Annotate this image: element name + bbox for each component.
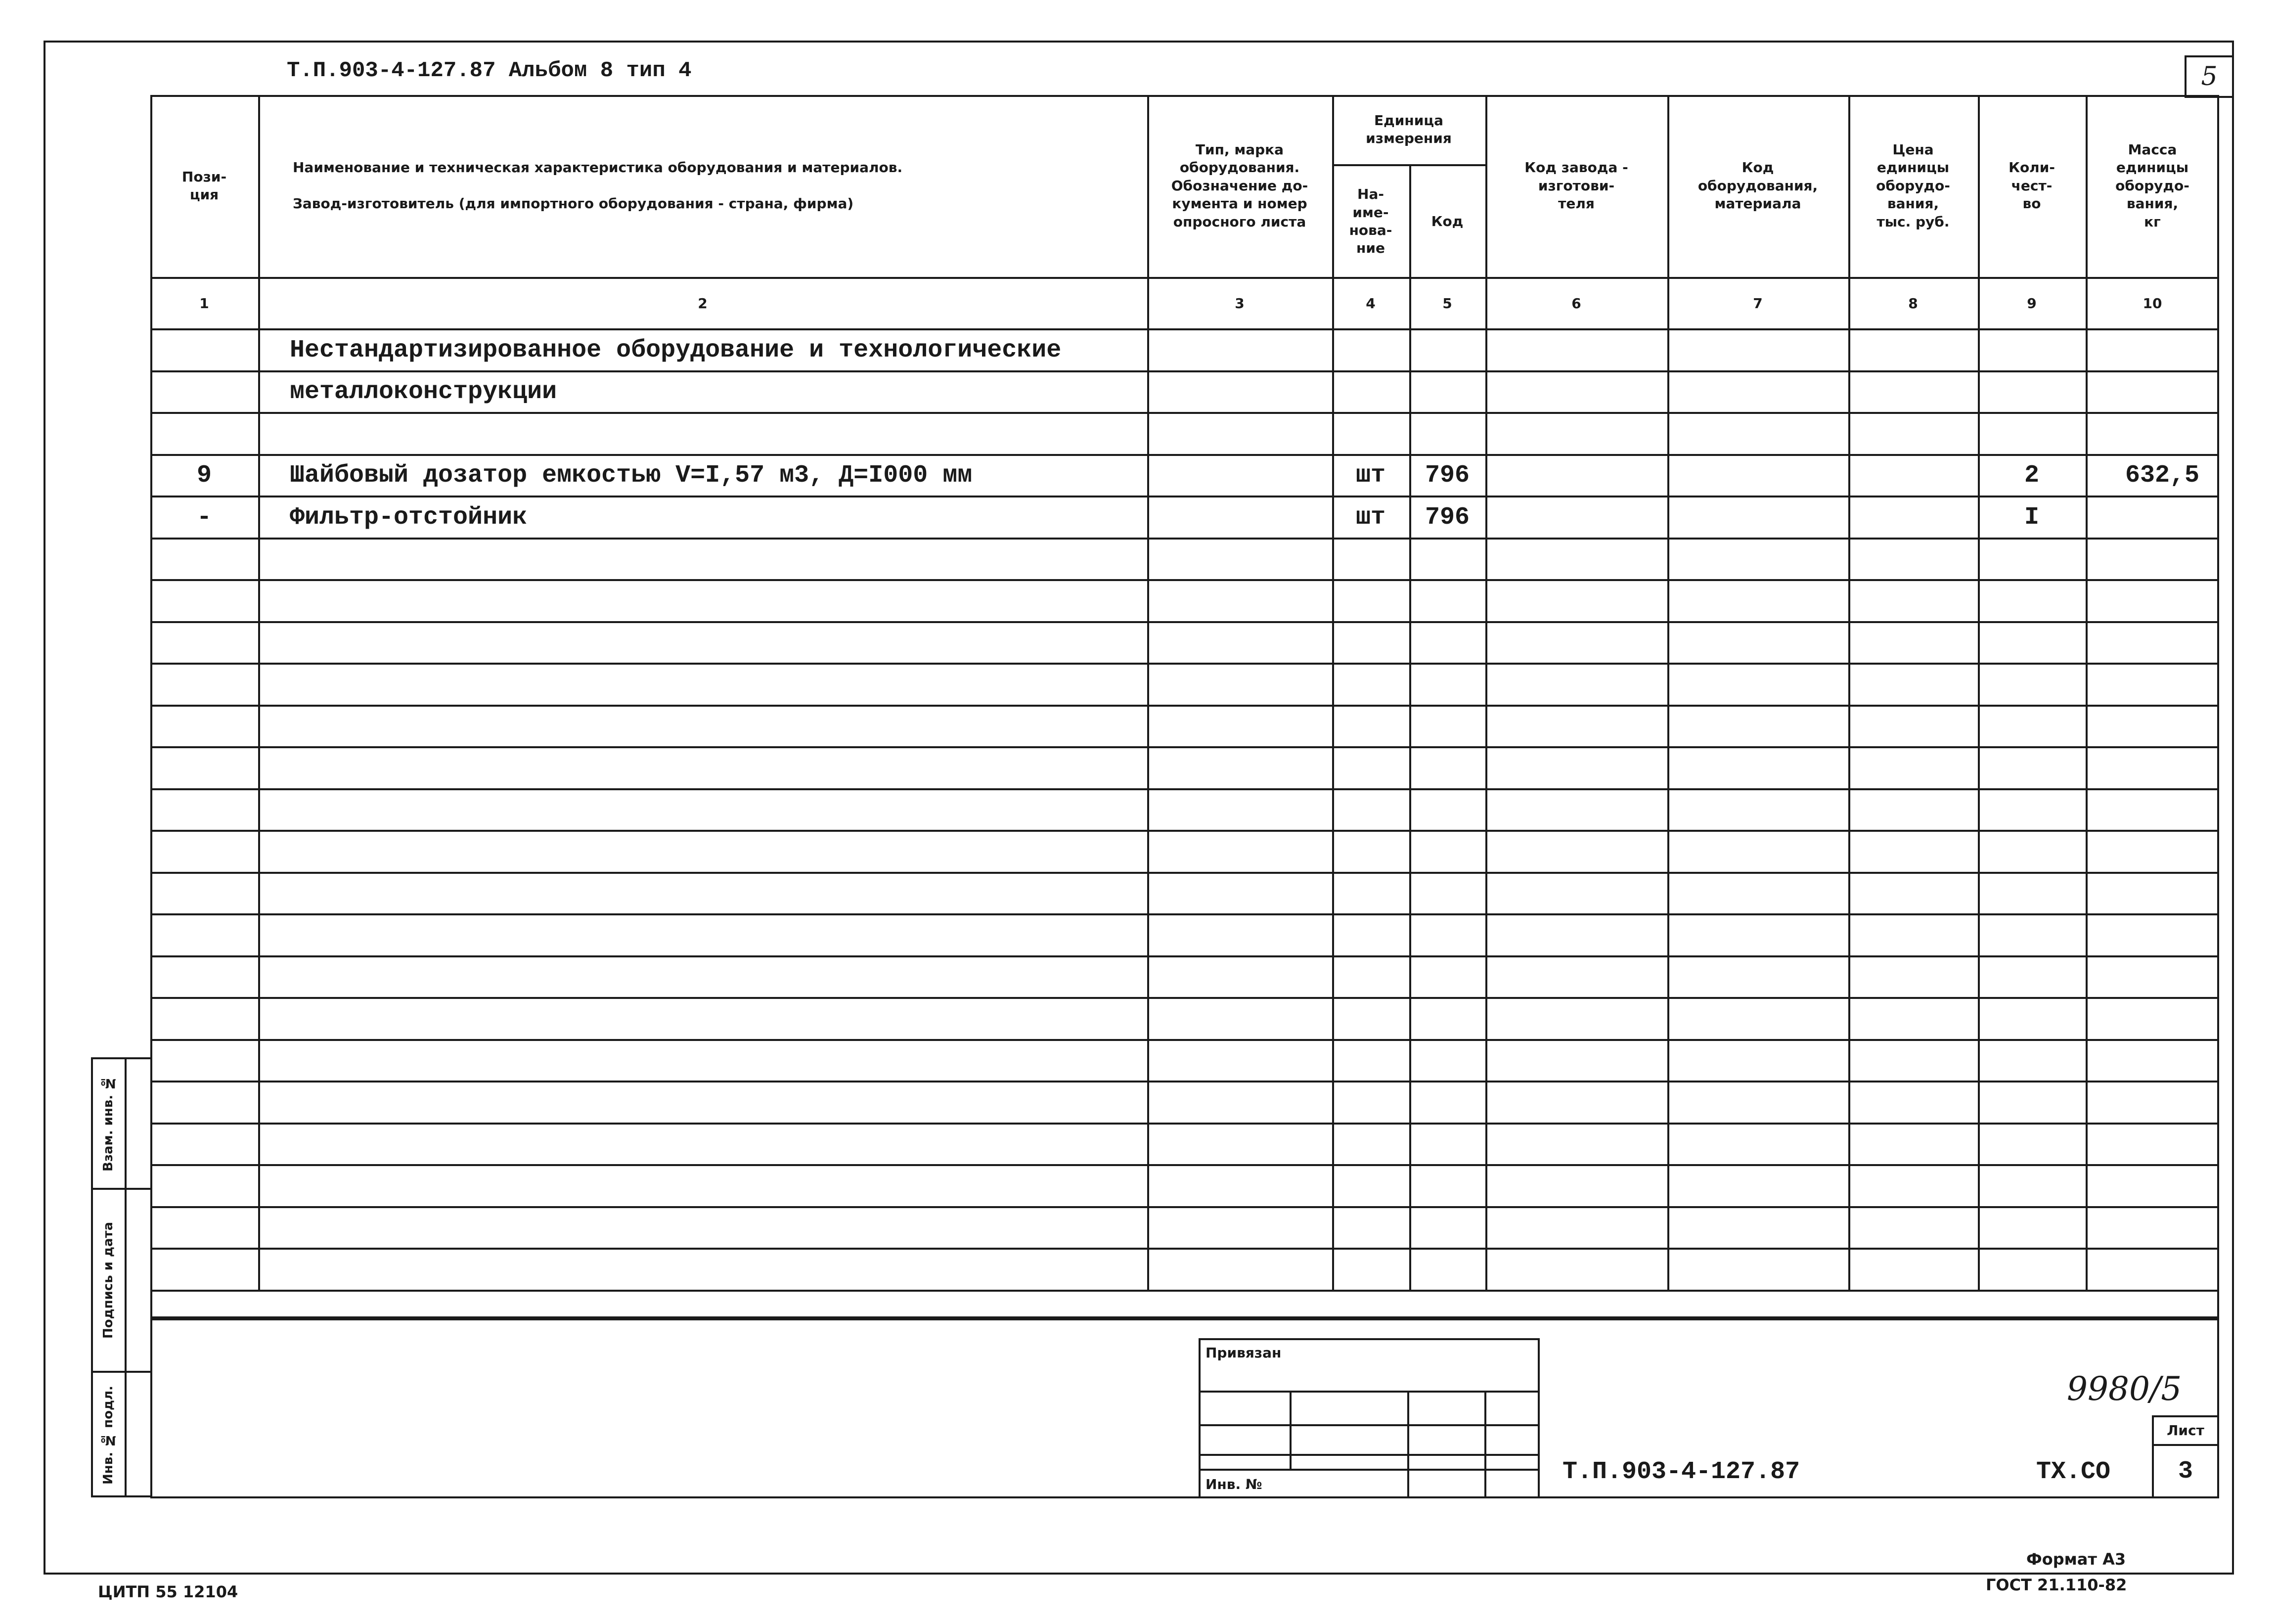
column-number-7: 7 (1753, 295, 1763, 312)
cell-mass (2086, 414, 2219, 454)
cell-pos: 9 (196, 461, 212, 490)
column-number-2: 2 (698, 295, 708, 312)
column-header-4: На- име- нова- ние (1349, 186, 1392, 257)
attached-box (1199, 1338, 1540, 1498)
column-number-8: 8 (1908, 295, 1918, 312)
cell-name: металлоконструкции (290, 378, 557, 406)
format-label: Формат А3 (2026, 1550, 2126, 1569)
column-header-10: Масса единицы оборудо- вания, кг (2115, 141, 2189, 230)
cell-equip_code (1667, 456, 1848, 496)
cell-price (1848, 456, 1978, 496)
doc-code: Т.П.903-4-127.87 (1563, 1458, 1800, 1486)
cell-unit (1332, 414, 1409, 454)
cell-equip_code (1667, 414, 1848, 454)
cell-mass (2086, 330, 2219, 370)
header-title: Т.П.903-4-127.87 Альбом 8 тип 4 (287, 58, 692, 83)
cell-qty (1978, 372, 2086, 412)
cell-qty: 2 (2024, 461, 2039, 490)
cell-price (1848, 372, 1978, 412)
replaced-inv-label: Взам. инв. № (101, 1075, 116, 1172)
cell-equip_code (1667, 330, 1848, 370)
column-number-6: 6 (1571, 295, 1581, 312)
column-header-6: Код завода - изготови- теля (1524, 159, 1628, 212)
footer-left-code: ЦИТП 55 12104 (98, 1582, 238, 1601)
cell-price (1848, 330, 1978, 370)
column-header-9: Коли- чест- во (2009, 159, 2055, 212)
cell-unit (1332, 372, 1409, 412)
cell-name: Шайбовый дозатор емкостью V=I,57 м3, Д=I000 мм (290, 461, 973, 490)
column-number-3: 3 (1235, 295, 1245, 312)
column-number-9: 9 (2027, 295, 2037, 312)
cell-unit: шт (1355, 503, 1385, 532)
cell-factory (1485, 456, 1667, 496)
sheet-value: 3 (2178, 1457, 2193, 1486)
cell-name (258, 414, 1147, 454)
cell-code: 796 (1425, 461, 1470, 490)
cell-price (1848, 497, 1978, 538)
cell-mass (2086, 497, 2219, 538)
column-header-8: Цена единицы оборудо- вания, тыс. руб. (1876, 141, 1950, 230)
inv-label: Инв. № (1205, 1476, 1262, 1492)
cell-pos (150, 372, 258, 412)
column-number-1: 1 (199, 295, 209, 312)
cell-factory (1485, 497, 1667, 538)
cell-pos: - (196, 503, 212, 532)
cell-qty (1978, 330, 2086, 370)
sheet-label: Лист (2167, 1422, 2204, 1439)
handwritten-number: 9980/5 (2067, 1370, 2182, 1408)
cell-type (1147, 372, 1332, 412)
sheet-number-top: 5 (2201, 62, 2218, 91)
cell-mass (2086, 372, 2219, 412)
unit-group-header: Единица измерения (1366, 112, 1452, 146)
cell-unit: шт (1355, 461, 1385, 490)
sheet-number-top-box (2185, 55, 2234, 98)
cell-code: 796 (1425, 503, 1470, 532)
column-header-3: Тип, марка оборудования. Обозначение до- кумента и номер опросного листа (1171, 141, 1308, 230)
cell-equip_code (1667, 372, 1848, 412)
column-number-10: 10 (2143, 295, 2162, 312)
inv-original-label: Инв. № подл. (101, 1386, 116, 1485)
signature-date-label: Подпись и дата (101, 1221, 116, 1339)
cell-pos (150, 330, 258, 370)
cell-code (1409, 330, 1485, 370)
cell-code (1409, 372, 1485, 412)
column-header-5: Код (1431, 213, 1464, 229)
cell-factory (1485, 372, 1667, 412)
cell-name: Нестандартизированное оборудование и технологические (290, 336, 1062, 364)
cell-factory (1485, 330, 1667, 370)
attached-label: Привязан (1205, 1345, 1282, 1361)
cell-price (1848, 414, 1978, 454)
doc-section: ТХ.СО (2036, 1458, 2111, 1486)
cell-type (1147, 330, 1332, 370)
gost-label: ГОСТ 21.110-82 (1986, 1576, 2127, 1594)
cell-unit (1332, 330, 1409, 370)
cell-qty: I (2024, 503, 2039, 532)
cell-factory (1485, 414, 1667, 454)
column-header-1: Пози- ция (181, 168, 227, 203)
cell-qty (1978, 414, 2086, 454)
column-header-7: Код оборудования, материала (1697, 159, 1818, 212)
cell-name: Фильтр-отстойник (290, 503, 528, 532)
cell-mass: 632,5 (2125, 461, 2199, 490)
cell-pos (150, 414, 258, 454)
cell-type (1147, 414, 1332, 454)
cell-code (1409, 414, 1485, 454)
bottom-stamp (150, 1318, 2219, 1498)
cell-type (1147, 497, 1332, 538)
cell-type (1147, 456, 1332, 496)
column-header-2: Наименование и техническая характеристика оборудования и материалов. Завод-изготовитель (для импортного оборудования - страна, фирма) (293, 159, 903, 212)
column-number-4: 4 (1366, 295, 1376, 312)
column-number-5: 5 (1442, 295, 1452, 312)
cell-equip_code (1667, 497, 1848, 538)
